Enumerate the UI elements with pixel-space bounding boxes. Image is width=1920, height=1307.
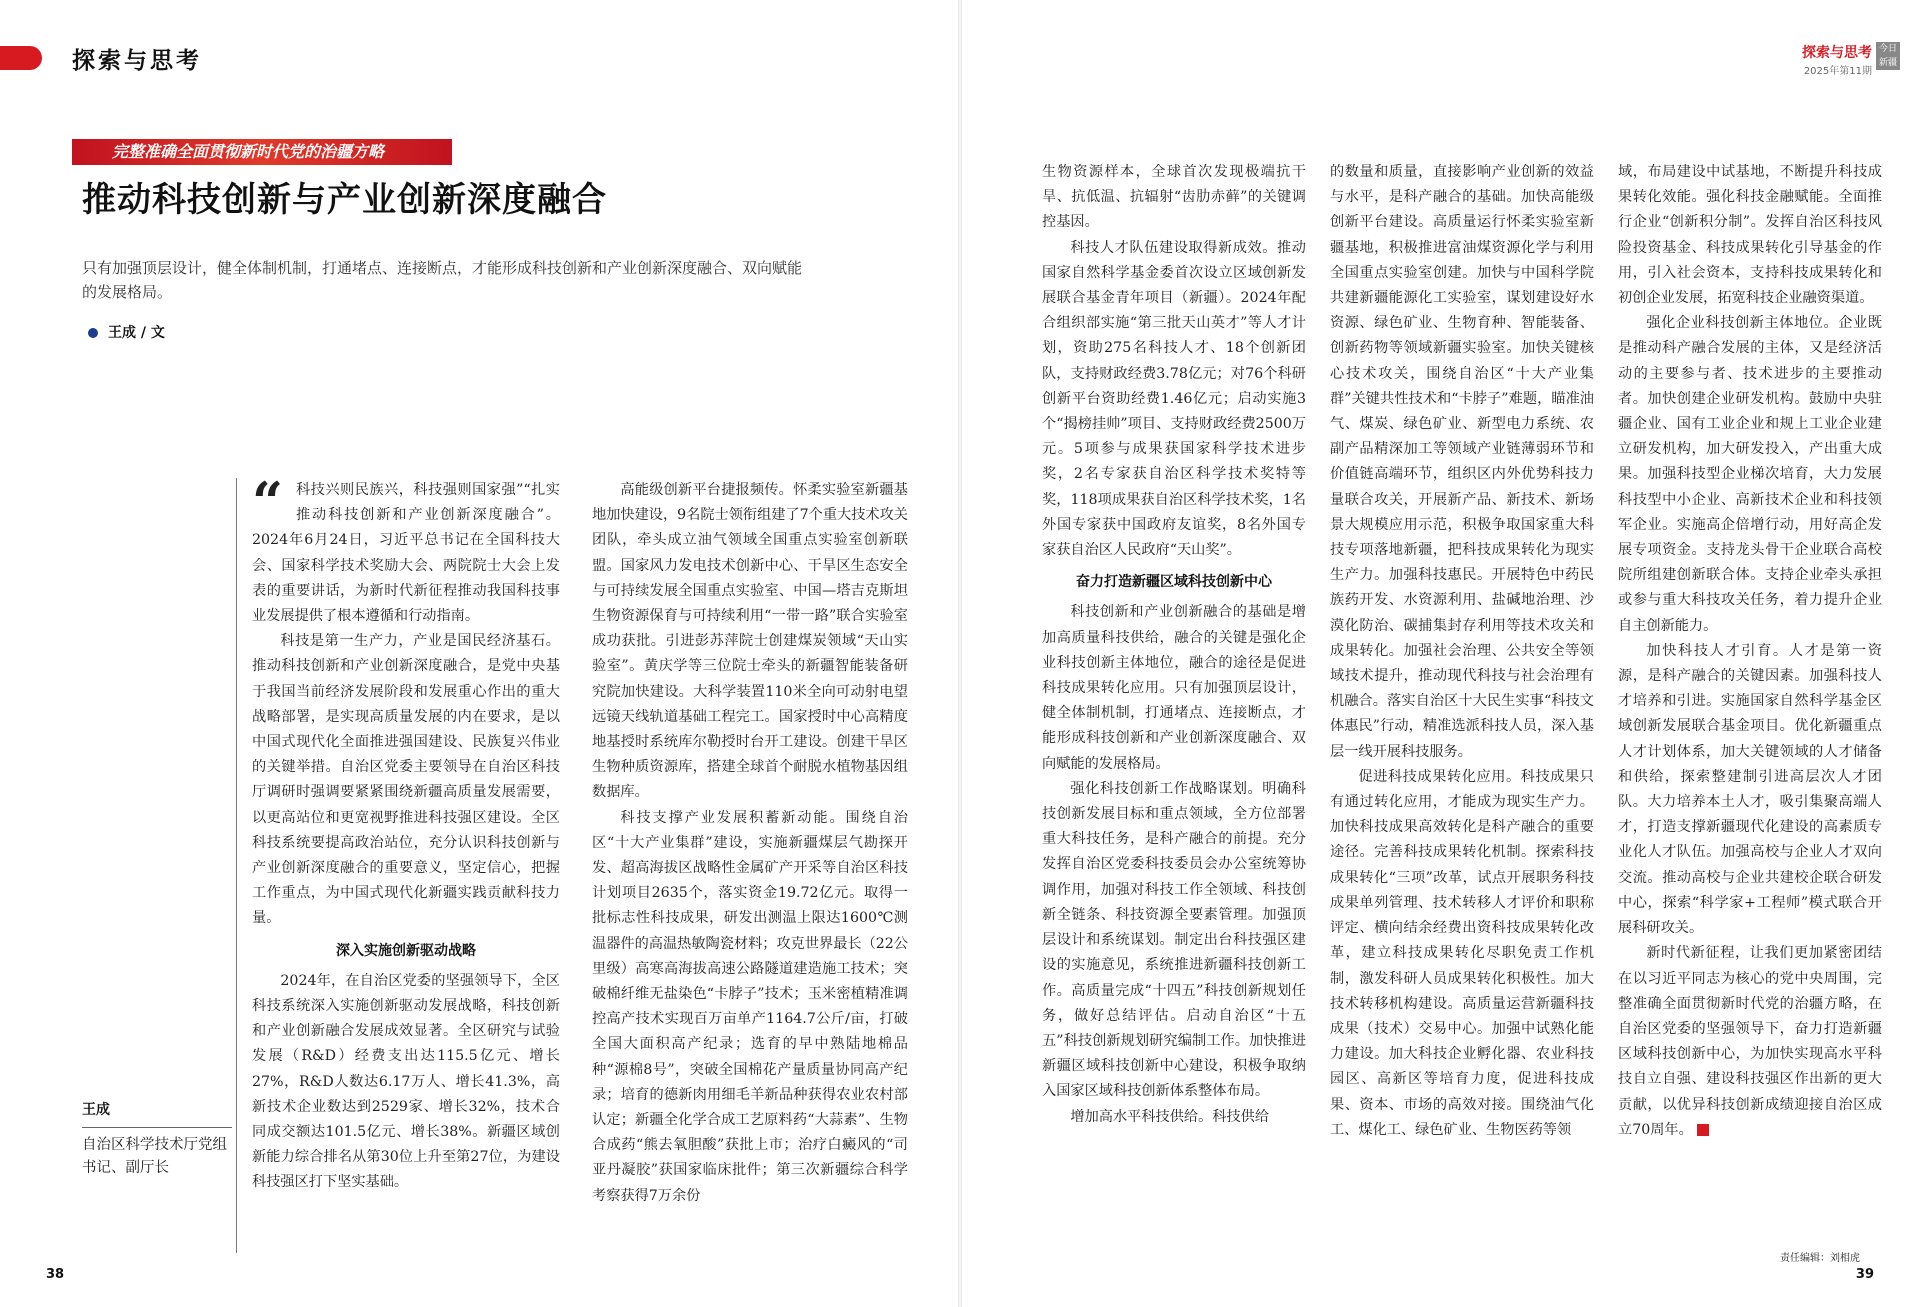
paragraph: 科技支撑产业发展积蓄新动能。围绕自治区“十大产业集群”建设，实施新疆煤层气勘探开发、超高海拔区战略性金属矿产开采等自治区科技计划项目2635个，落实资金19.72亿元。取得一批标志性科技成果，研发出测温上限达1600℃测温器件的高温热敏陶瓷材料；攻克世界最长（22公里级）高寒高海拔高速公路隧道建造施工技术；突破棉纤维无盐染色“卡脖子”技术；玉米密植精准调控高产技术实现百万亩单产1164.7公斤/亩，打破全国大面积高产纪录；选育的早中熟陆地棉品种“源棉8号”，突破全国棉花产量质量协同高产纪录；培育的德新肉用细毛羊新品种获得农业农村部认定；新疆全化学合成工艺原料药“大蒜素”、生物合成药“熊去氧胆酸”获批上市；治疗白癜风的“司亚丹凝胶”获国家临床批件；第三次新疆综合科学考察获得7万余份 (592, 809, 908, 1204)
text-column-1 (252, 470, 560, 1196)
article-lead: 只有加强顶层设计，健全体制机制，打通堵点、连接断点，才能形成科技创新和产业创新深度融合、双向赋能的发展格局。 (82, 259, 803, 301)
magazine-logo-icon: 今日新疆 (1876, 42, 1900, 70)
section-heading: 奋力打造新疆区域科技创新中心 (1076, 574, 1272, 591)
section-header-right-title: 探索与思考 (1802, 45, 1872, 61)
paragraph: 促进科技成果转化应用。科技成果只有通过转化应用，才能成为现实生产力。加快科技成果高效转化是科产融合的重要途径。完善科技成果转化机制。探索科技成果转化“三项”改革，试点开展职务科技成果单列管理、技术转移人才评价和职称评定、横向结余经费出资科技成果转化改革，建立科技成果转化尽职免责工作机制，激发科研人员成果转化积极性。加大技术转移机构建设。高质量运营新疆科技成果（技术）交易中心。加强中试熟化能力建设。加大科技企业孵化器、农业科技园区、高新区等培育力度，促进科技成果、资本、市场的高效对接。围绕油气化工、煤化工、绿色矿业、生物医药等领 (1330, 768, 1594, 1138)
author-bullet-icon (88, 328, 98, 338)
page-number-left: 38 (46, 1267, 65, 1282)
section-header-left: 探索与思考 (72, 47, 202, 74)
text-column-5 (1618, 160, 1882, 1143)
editor-credit: 责任编辑：刘相虎 (1780, 1253, 1860, 1264)
paragraph-text: 科技兴则民族兴，科技强则国家强”“扎实推动科技创新和产业创新深度融合”。2024年6月24日，习近平总书记在全国科技大会、国家科学技术奖励大会、两院院士大会上发表的重要讲话，为新时代新征程推动我国科技事业发展提供了根本遵循和行动指南。 (252, 482, 560, 625)
paragraph: 科技是第一生产力，产业是国民经济基石。推动科技创新和产业创新深度融合，是党中央基于我国当前经济发展阶段和发展重心作出的重大战略部署，是实现高质量发展的内在要求，是以中国式现代化全面推进强国建设、民族复兴伟业的关键举措。自治区党委主要领导在自治区科技厅调研时强调要紧紧围绕新疆高质量发展需要，以更高站位和更宽视野推进科技强区建设。全区科技系统要提高政治站位，充分认识科技创新与产业创新深度融合的重要意义，坚定信心，把握工作重点，为中国式现代化新疆实践贡献科技力量。 (252, 633, 560, 927)
paragraph: 高能级创新平台捷报频传。怀柔实验室新疆基地加快建设，9名院士领衔组建了7个重大技术攻关团队，牵头成立油气领域全国重点实验室创新联盟。国家风力发电技术创新中心、干旱区生态安全与可持续发展全国重点实验室、中国—塔吉克斯坦生物资源保育与可持续利用“一带一路”联合实验室成功获批。引进彭苏萍院士创建煤炭领域“天山实验室”。黄庆学等三位院士牵头的新疆智能装备研究院加快建设。大科学装置110米全向可动射电望远镜天线轨道基础工程完工。国家授时中心高精度地基授时系统库尔勒授时台开工建设。创建干旱区生物种质资源库，搭建全球首个耐脱水植物基因组数据库。 (592, 482, 908, 801)
column-rule (236, 478, 237, 1253)
paragraph-text: 新时代新征程，让我们更加紧密团结在以习近平同志为核心的党中央周围，完整准确全面贯彻新时代党的治疆方略，在自治区党委的坚强领导下，奋力打造新疆区域科技创新中心，为加快实现高水平科技自立自强、建设科技强区作出新的更大贡献，以优异科技创新成绩迎接自治区成立70周年。 (1618, 945, 1882, 1138)
page-gutter (958, 0, 962, 1307)
author-line (88, 322, 165, 342)
paragraph: 加快科技人才引育。人才是第一资源，是科产融合的关键因素。加强科技人才培养和引进。实施国家自然科学基金区域创新发展联合基金项目。优化新疆重点人才计划体系，加大关键领域的人才储备和供给，探索整建制引进高层次人才团队。大力培养本土人才，吸引集聚高端人才，打造支撑新疆现代化建设的高素质专业化人才队伍。加强高校与企业人才双向交流。推动高校与企业共建校企联合研发中心，探索“科学家+工程师”模式联合开展科研攻关。 (1618, 642, 1882, 937)
text-column-4 (1330, 160, 1594, 1143)
end-mark-icon (1697, 1124, 1709, 1136)
bio-role: 自治区科学技术厅党组书记、副厅长 (82, 1137, 227, 1176)
paragraph: 强化企业科技创新主体地位。企业既是推动科产融合发展的主体，又是经济活动的主要参与者、技术进步的主要推动者。加快创建企业研发机构。鼓励中央驻疆企业、国有工业企业和规上工业企业建立研发机构，加大研发投入，产出重大成果。加强科技型企业梯次培育，大力发展科技型中小企业、高新技术企业和科技领军企业。实施高企倍增行动，用好高企发展专项资金。支持龙头骨干企业联合高校院所组建创新联合体。支持企业牵头承担或参与重大科技攻关任务，着力提升企业自主创新能力。 (1618, 315, 1882, 634)
column-banner-text: 完整准确全面贯彻新时代党的治疆方略 (112, 142, 385, 161)
bio-name: 王成 (82, 1099, 232, 1128)
issue-label: 2025年第11期 (1803, 66, 1872, 77)
section-header-right (1802, 42, 1872, 77)
paragraph: 生物资源样本，全球首次发现极端抗干旱、抗低温、抗辐射“齿肋赤藓”的关键调控基因。 (1042, 164, 1306, 231)
page-number-right: 39 (1855, 1267, 1874, 1282)
paragraph: 增加高水平科技供给。科技供给 (1070, 1108, 1270, 1125)
paragraph: 强化科技创新工作战略谋划。明确科技创新发展目标和重点领域，全方位部署重大科技任务，是科产融合的前提。充分发挥自治区党委科技委员会办公室统筹协调作用，加强对科技工作全领域、科技创新全链条、科技资源全要素管理。加强顶层设计和系统谋划。制定出台科技强区建设的实施意见，系统推进新疆科技创新工作。高质量完成“十四五”科技创新规划任务，做好总结评估。启动自治区“十五五”科技创新规划研究编制工作。加快推进新疆区域科技创新中心建设，积极争取纳入国家区域科技创新体系整体布局。 (1042, 780, 1306, 1100)
section-heading: 深入实施创新驱动战略 (336, 942, 476, 959)
paragraph: 科技创新和产业创新融合的基础是增加高质量科技供给，融合的关键是强化企业科技创新主体地位，融合的途径是促进科技成果转化应用。只有加强顶层设计，健全体制机制，打通堵点、连接断点，才能形成科技创新和产业创新深度融合、双向赋能的发展格局。 (1042, 604, 1306, 772)
section-mark-icon (0, 46, 42, 70)
column-banner (72, 139, 452, 165)
paragraph (1618, 941, 1882, 1143)
author-bio (82, 1099, 232, 1180)
article-title: 推动科技创新与产业创新深度融合 (82, 180, 607, 220)
paragraph: 的数量和质量，直接影响产业创新的效益与水平，是科产融合的基础。加快高能级创新平台建设。高质量运行怀柔实验室新疆基地，积极推进富油煤资源化学与利用全国重点实验室创建。加快与中国科学院共建新疆能源化工实验室，谋划建设好水资源、绿色矿业、生物育种、智能装备、创新药物等领域新疆实验室。加快关键核心技术攻关，围绕自治区“十大产业集群”关键共性技术和“卡脖子”难题，瞄准油气、煤炭、绿色矿业、新型电力系统、农副产品精深加工等领域产业链薄弱环节和价值链高端环节，组织区内外优势科技力量联合攻关，开展新产品、新技术、新场景大规模应用示范，积极争取国家重大科技专项落地新疆，把科技成果转化为现实生产力。加强科技惠民。开展特色中药民族药开发、水资源利用、盐碱地治理、沙漠化防治、碳捕集封存利用等技术攻关和成果转化。加强社会治理、公共安全等领域技术提升，推动现代科技与社会治理有机融合。落实自治区十大民生实事“科技文体惠民”行动，精准选派科技人员，深入基层一线开展科技服务。 (1330, 164, 1594, 760)
paragraph: 域，布局建设中试基地，不断提升科技成果转化效能。强化科技金融赋能。全面推行企业“创新积分制”。发挥自治区科技风险投资基金、科技成果转化引导基金的作用，引入社会资本，支持科技成果转化和初创企业发展，拓宽科技企业融资渠道。 (1618, 164, 1882, 307)
quote-mark-icon: “ (252, 470, 284, 534)
text-column-2 (592, 478, 908, 1209)
paragraph: 2024年，在自治区党委的坚强领导下，全区科技系统深入实施创新驱动发展战略，科技创新和产业创新融合发展成效显著。全区研究与试验发展（R&D）经费支出达115.5亿元、增长27%，R&D人数达6.17万人、增长41.3%，高新技术企业数达到2529家、增长32%，技术合同成交额达101.5亿元、增长38%。新疆区域创新能力综合排名从第30位上升至第27位，为建设科技强区打下坚实基础。 (252, 972, 560, 1191)
text-column-3 (1042, 160, 1306, 1130)
paragraph (252, 470, 560, 629)
paragraph: 科技人才队伍建设取得新成效。推动国家自然科学基金委首次设立区域创新发展联合基金青年项目（新疆）。2024年配合组织部实施“第三批天山英才”等人才计划，资助275名科技人才、18个创新团队，支持财政经费3.78亿元；对76个科研创新平台资助经费1.46亿元；启动实施3个“揭榜挂帅”项目、支持财政经费2500万元。5项参与成果获国家科学技术进步奖，2名专家获自治区科学技术奖特等奖，118项成果获自治区科学技术奖，1名外国专家获中国政府友谊奖，8名外国专家获自治区人民政府“天山奖”。 (1042, 239, 1306, 559)
author-name: 王成 / 文 (108, 325, 165, 341)
